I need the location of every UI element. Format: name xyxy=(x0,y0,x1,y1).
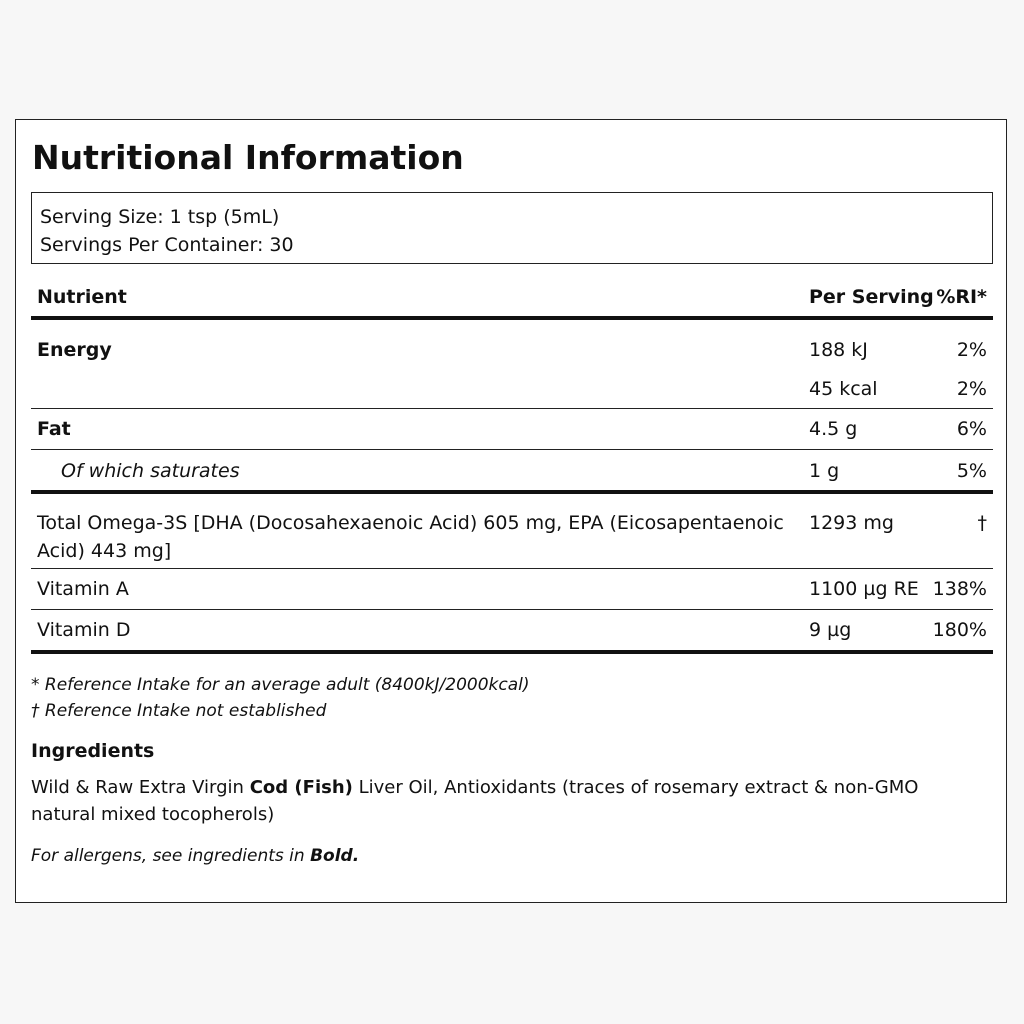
energy-kcal: 45 kcal xyxy=(809,378,878,400)
table-row-saturates xyxy=(31,450,993,494)
energy-kcal-ri: 2% xyxy=(956,378,987,400)
dagger-footnote: † Reference Intake not established xyxy=(31,701,327,721)
table-row-vitamin-a xyxy=(31,569,993,610)
saturates-value: 1 g xyxy=(809,460,840,482)
allergen-bold: Bold. xyxy=(310,846,360,866)
serving-info-box xyxy=(31,192,993,264)
vitamin-d-value: 9 µg xyxy=(809,619,852,641)
fat-value: 4.5 g xyxy=(809,418,858,440)
omega-ri: † xyxy=(977,512,987,534)
servings-per-container: Servings Per Container: 30 xyxy=(40,234,294,256)
allergen-prefix: For allergens, see ingredients in xyxy=(31,846,311,866)
vitamin-a-ri: 138% xyxy=(932,578,987,600)
saturates-label: Of which saturates xyxy=(61,460,240,482)
vitamin-d-ri: 180% xyxy=(932,619,987,641)
ingredients-part2: Liver Oil, Antioxidants (traces of rosemary extract & non-GMO natural mixed tocopherols) xyxy=(31,777,919,825)
energy-kj-ri: 2% xyxy=(956,339,987,361)
saturates-ri: 5% xyxy=(956,460,987,482)
footnotes xyxy=(31,672,993,724)
vitamin-a-label: Vitamin A xyxy=(37,578,129,600)
nutrition-panel xyxy=(15,119,1007,903)
ingredients-text xyxy=(31,774,981,828)
allergen-note xyxy=(31,846,359,866)
omega-value: 1293 mg xyxy=(809,512,894,534)
ingredients-heading: Ingredients xyxy=(31,740,155,762)
table-row-fat xyxy=(31,409,993,450)
page-title: Nutritional Information xyxy=(32,138,464,177)
table-header-row xyxy=(31,282,993,320)
vitamin-a-value: 1100 µg RE xyxy=(809,578,919,600)
header-ri: %RI* xyxy=(936,286,987,308)
header-nutrient: Nutrient xyxy=(37,286,127,308)
omega-label-line2: Acid) 443 mg] xyxy=(37,540,172,562)
ingredients-part1: Wild & Raw Extra Virgin xyxy=(31,777,250,798)
fat-ri: 6% xyxy=(956,418,987,440)
ri-footnote: * Reference Intake for an average adult (8400kJ/2000kcal) xyxy=(31,675,530,695)
energy-label: Energy xyxy=(37,339,112,361)
header-per-serving: Per Serving xyxy=(809,286,934,308)
table-row-omega xyxy=(31,494,993,569)
nutrition-table xyxy=(31,282,993,654)
serving-size: Serving Size: 1 tsp (5mL) xyxy=(40,206,280,228)
ingredients-allergen: Cod (Fish) xyxy=(249,777,353,798)
table-row-energy xyxy=(31,320,993,409)
omega-label-line1: Total Omega-3S [DHA (Docosahexaenoic Acid) 605 mg, EPA (Eicosapentaenoic xyxy=(37,512,784,534)
vitamin-d-label: Vitamin D xyxy=(37,619,131,641)
fat-label: Fat xyxy=(37,418,71,440)
table-row-vitamin-d xyxy=(31,610,993,654)
energy-kj: 188 kJ xyxy=(809,339,868,361)
